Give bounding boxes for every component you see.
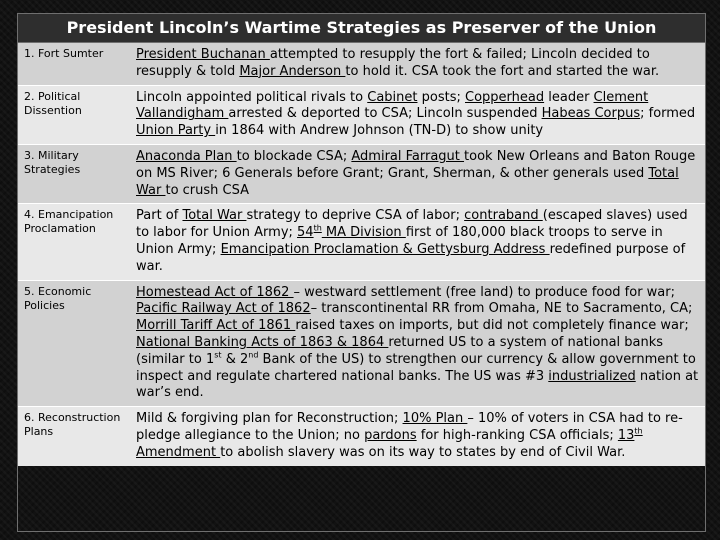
description-text: (escaped slaves) used to labor for Union Army;: [136, 208, 688, 241]
description-text: to hold it. CSA took the fort and started the war.: [345, 63, 660, 79]
description-text: & 2: [221, 351, 249, 367]
underlined-term: Anaconda Plan: [136, 148, 237, 164]
underlined-term: 54: [297, 225, 314, 241]
underlined-term: Major Anderson: [239, 63, 346, 79]
description-text: Mild & forgiving plan for Reconstruction;: [136, 411, 403, 427]
underlined-term: th: [634, 426, 643, 436]
description-text: first of 180,000 black troops to serve in Union Army;: [136, 225, 663, 257]
description-text: to abolish slavery was on its way to states by end of Civil War.: [220, 444, 626, 460]
underlined-term: National Banking Acts of 1863 & 1864: [136, 334, 389, 350]
underlined-term: contraband: [464, 208, 543, 224]
slide-title: President Lincoln’s Wartime Strategies as Preserver of the Union: [18, 14, 705, 43]
underlined-term: Amendment: [136, 444, 221, 460]
description-text: in 1864 with Andrew Johnson (TN-D) to show unity: [215, 123, 544, 139]
description-text: arrested & deported to CSA; Lincoln suspended: [228, 106, 542, 122]
description-text: strategy to deprive CSA of labor;: [246, 208, 465, 224]
description-text: for high-ranking CSA officials;: [416, 427, 618, 443]
description-text: leader: [544, 89, 594, 105]
row-label: 5. Economic Policies: [18, 280, 130, 407]
description-text: attempted to resupply the fort & failed; Lincoln decided to resupply & told: [136, 47, 650, 79]
table-row: [18, 144, 705, 203]
description-text: redefined purpose of war.: [136, 241, 686, 274]
underlined-term: Homestead Act of 1862: [136, 284, 294, 300]
underlined-term: 13: [617, 427, 635, 443]
underlined-term: Morrill Tariff Act of 1861: [136, 318, 296, 334]
table-body: [18, 43, 705, 466]
description-text: to crush CSA: [165, 182, 249, 198]
description-text: returned US to a system of national banks (similar to 1: [136, 334, 664, 367]
description-text: posts;: [417, 89, 465, 105]
underlined-term: Total War: [136, 165, 679, 198]
row-label: 1. Fort Sumter: [18, 43, 130, 85]
underlined-term: Union Party: [136, 123, 216, 139]
row-label: 6. Reconstruction Plans: [18, 407, 130, 466]
description-text: nd: [248, 350, 259, 360]
table-row: [18, 85, 705, 144]
row-description: [130, 144, 705, 203]
description-text: raised taxes on imports, but did not completely finance war;: [295, 318, 689, 334]
description-text: to blockade CSA;: [236, 148, 352, 164]
underlined-term: Clement Vallandigham: [136, 89, 649, 122]
underlined-term: Pacific Railway Act of 1862: [136, 301, 311, 317]
description-text: – westward settlement (free land) to produce food for war;: [293, 284, 675, 300]
row-label: 3. Military Strategies: [18, 144, 130, 203]
row-description: [130, 204, 705, 280]
description-text: Part of: [136, 208, 183, 224]
underlined-term: Cabinet: [367, 89, 418, 105]
underlined-term: Copperhead: [465, 89, 545, 105]
row-label: 4. Emancipation Proclamation: [18, 204, 130, 280]
row-description: [130, 407, 705, 466]
description-text: ; formed: [640, 106, 696, 122]
description-text: took New Orleans and Baton Rouge on MS River; 6 Generals before Grant; Grant, Sherman, & other generals used: [136, 148, 696, 181]
description-text: Bank of the US) to strengthen our currency & allow government to inspect and regulate chartered national banks. The US was #3: [136, 351, 696, 384]
row-description: [130, 43, 705, 85]
underlined-term: pardons: [364, 427, 417, 443]
table-row: [18, 204, 705, 280]
description-text: st: [214, 350, 222, 360]
table-row: [18, 43, 705, 85]
table-row: [18, 280, 705, 407]
underlined-term: Emancipation Proclamation & Gettysburg Address: [220, 241, 550, 257]
underlined-term: MA Division: [321, 225, 406, 241]
description-text: Lincoln appointed political rivals to: [136, 89, 368, 105]
description-text: – transcontinental RR from Omaha, NE to Sacramento, CA;: [310, 301, 693, 317]
underlined-term: 10% Plan: [402, 411, 468, 427]
row-label: 2. Political Dissention: [18, 85, 130, 144]
underlined-term: President Buchanan: [136, 47, 270, 62]
row-description: [130, 85, 705, 144]
underlined-term: Total War: [182, 208, 247, 224]
underlined-term: Admiral Farragut: [351, 148, 465, 164]
underlined-term: th: [313, 223, 322, 233]
description-text: – 10% of voters in CSA had to re-pledge allegiance to the Union; no: [136, 411, 683, 443]
strategies-table: [18, 43, 705, 466]
slide: [17, 13, 706, 532]
row-description: [130, 280, 705, 407]
table-row: [18, 407, 705, 466]
description-text: nation at war’s end.: [136, 368, 699, 401]
underlined-term: Habeas Corpus: [541, 106, 641, 122]
underlined-term: industrialized: [548, 368, 636, 384]
